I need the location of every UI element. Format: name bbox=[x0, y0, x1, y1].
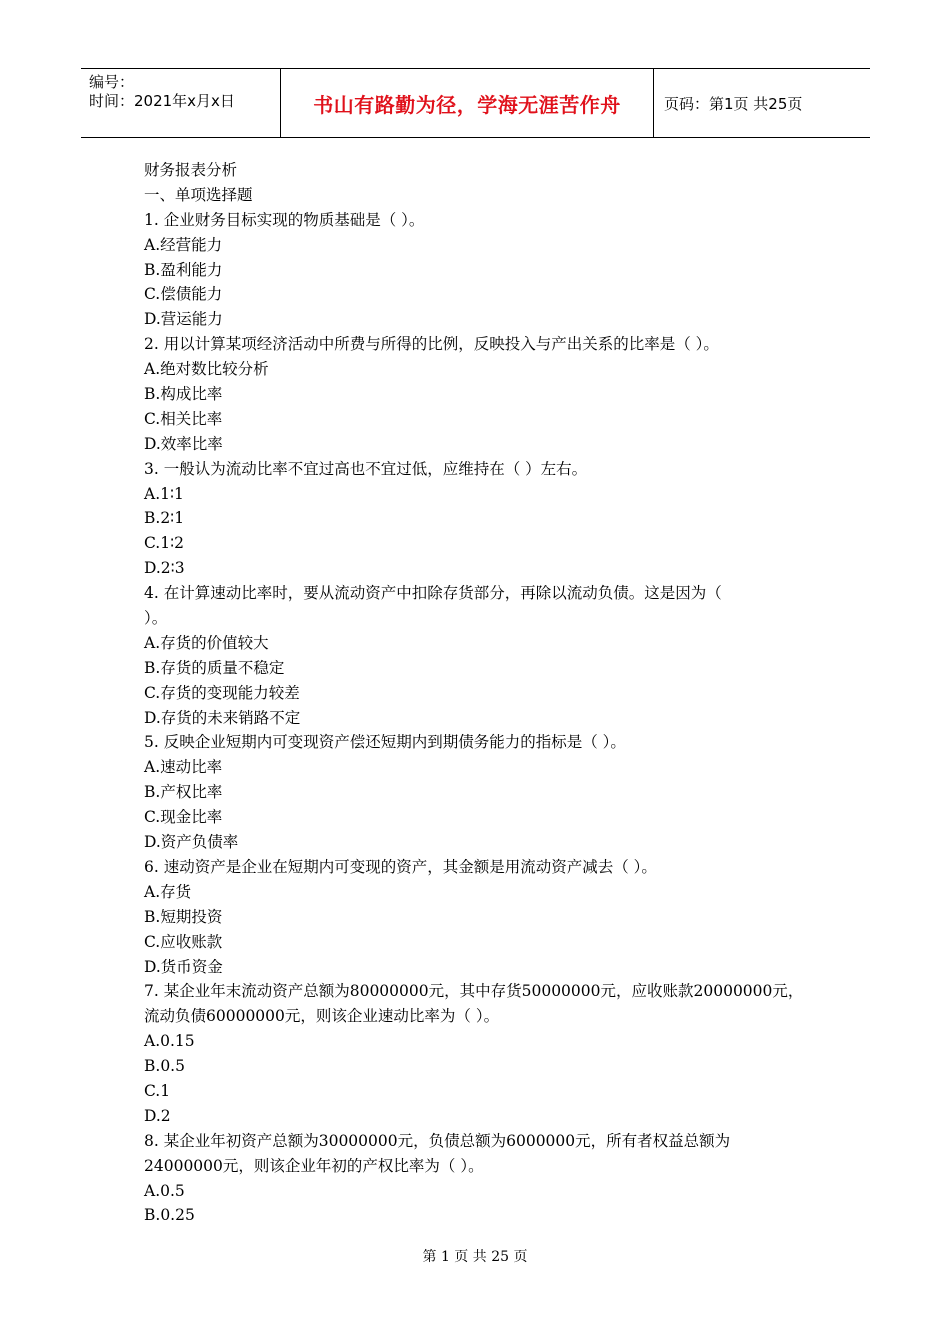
document-body bbox=[144, 158, 824, 1228]
text-line: B.产权比率 bbox=[144, 783, 223, 802]
text-line: A.存货 bbox=[144, 882, 192, 901]
text-line: A.经营能力 bbox=[144, 235, 223, 254]
text-line: A.速动比率 bbox=[144, 758, 223, 777]
text-line: C.偿债能力 bbox=[144, 285, 223, 304]
text-line: B.0.5 bbox=[144, 1057, 185, 1076]
text-line: B.2∶1 bbox=[144, 509, 185, 528]
page-footer: 第 1 页 共 25 页 bbox=[422, 1249, 528, 1265]
text-line: D.2 bbox=[144, 1106, 171, 1125]
doc-time-label: 时间：2021年x月x日 bbox=[89, 92, 235, 110]
text-line: 8. 某企业年初资产总额为30000000元，负债总额为6000000元，所有者权益总额为 bbox=[144, 1131, 731, 1150]
text-line: 24000000元，则该企业年初的产权比率为（ ）。 bbox=[144, 1156, 484, 1175]
text-line: 2. 用以计算某项经济活动中所费与所得的比例，反映投入与产出关系的比率是（ ）。 bbox=[144, 335, 719, 354]
header-motto-cell bbox=[281, 69, 654, 137]
text-line: D.效率比率 bbox=[144, 434, 223, 453]
text-line: 5. 反映企业短期内可变现资产偿还短期内到期债务能力的指标是（ ）。 bbox=[144, 733, 626, 752]
header-meta bbox=[81, 69, 281, 137]
text-line: ）。 bbox=[144, 609, 168, 628]
text-line: C.现金比率 bbox=[144, 808, 223, 827]
text-line: A.0.5 bbox=[144, 1181, 185, 1200]
header-motto: 书山有路勤为径，学海无涯苦作舟 bbox=[313, 92, 621, 117]
text-line: 6. 速动资产是企业在短期内可变现的资产，其金额是用流动资产减去（ ）。 bbox=[144, 857, 657, 876]
text-line: B.存货的质量不稳定 bbox=[144, 658, 285, 677]
text-line: 7. 某企业年末流动资产总额为80000000元，其中存货50000000元，应收账款20000000元， bbox=[144, 982, 804, 1001]
text-line: D.营运能力 bbox=[144, 310, 223, 329]
text-line: A.1∶1 bbox=[144, 484, 184, 503]
document-title: 财务报表分析 bbox=[144, 161, 238, 179]
header-page-code: 页码：第1页 共25页 bbox=[664, 94, 803, 113]
text-line: B.构成比率 bbox=[144, 385, 223, 404]
text-line: C.存货的变现能力较差 bbox=[144, 683, 300, 702]
text-line: D.存货的未来销路不定 bbox=[144, 708, 301, 727]
question-list bbox=[144, 208, 824, 1229]
text-line: A.0.15 bbox=[144, 1032, 195, 1051]
text-line: C.1∶2 bbox=[144, 534, 184, 553]
text-line: 1. 企业财务目标实现的物质基础是（ ）。 bbox=[144, 210, 425, 229]
text-line: B.盈利能力 bbox=[144, 260, 223, 279]
text-line: B.0.25 bbox=[144, 1206, 195, 1225]
text-line: B.短期投资 bbox=[144, 907, 223, 926]
text-line: C.相关比率 bbox=[144, 409, 223, 428]
text-line: 4. 在计算速动比率时，要从流动资产中扣除存货部分，再除以流动负债。这是因为（ bbox=[144, 584, 722, 603]
text-line: A.绝对数比较分析 bbox=[144, 360, 269, 379]
text-line: A.存货的价值较大 bbox=[144, 633, 269, 652]
text-line: C.应收账款 bbox=[144, 932, 223, 951]
text-line: 流动负债60000000元，则该企业速动比率为（ ）。 bbox=[144, 1007, 500, 1026]
text-line: D.资产负债率 bbox=[144, 833, 239, 852]
text-line: D.货币资金 bbox=[144, 957, 223, 976]
page-header bbox=[81, 68, 870, 138]
section-heading: 一、单项选择题 bbox=[144, 185, 253, 204]
text-line: C.1 bbox=[144, 1081, 171, 1100]
doc-number-label: 编号： bbox=[89, 73, 135, 91]
text-line: 3. 一般认为流动比率不宜过高也不宜过低，应维持在（ ）左右。 bbox=[144, 459, 588, 478]
text-line: D.2∶3 bbox=[144, 559, 185, 578]
